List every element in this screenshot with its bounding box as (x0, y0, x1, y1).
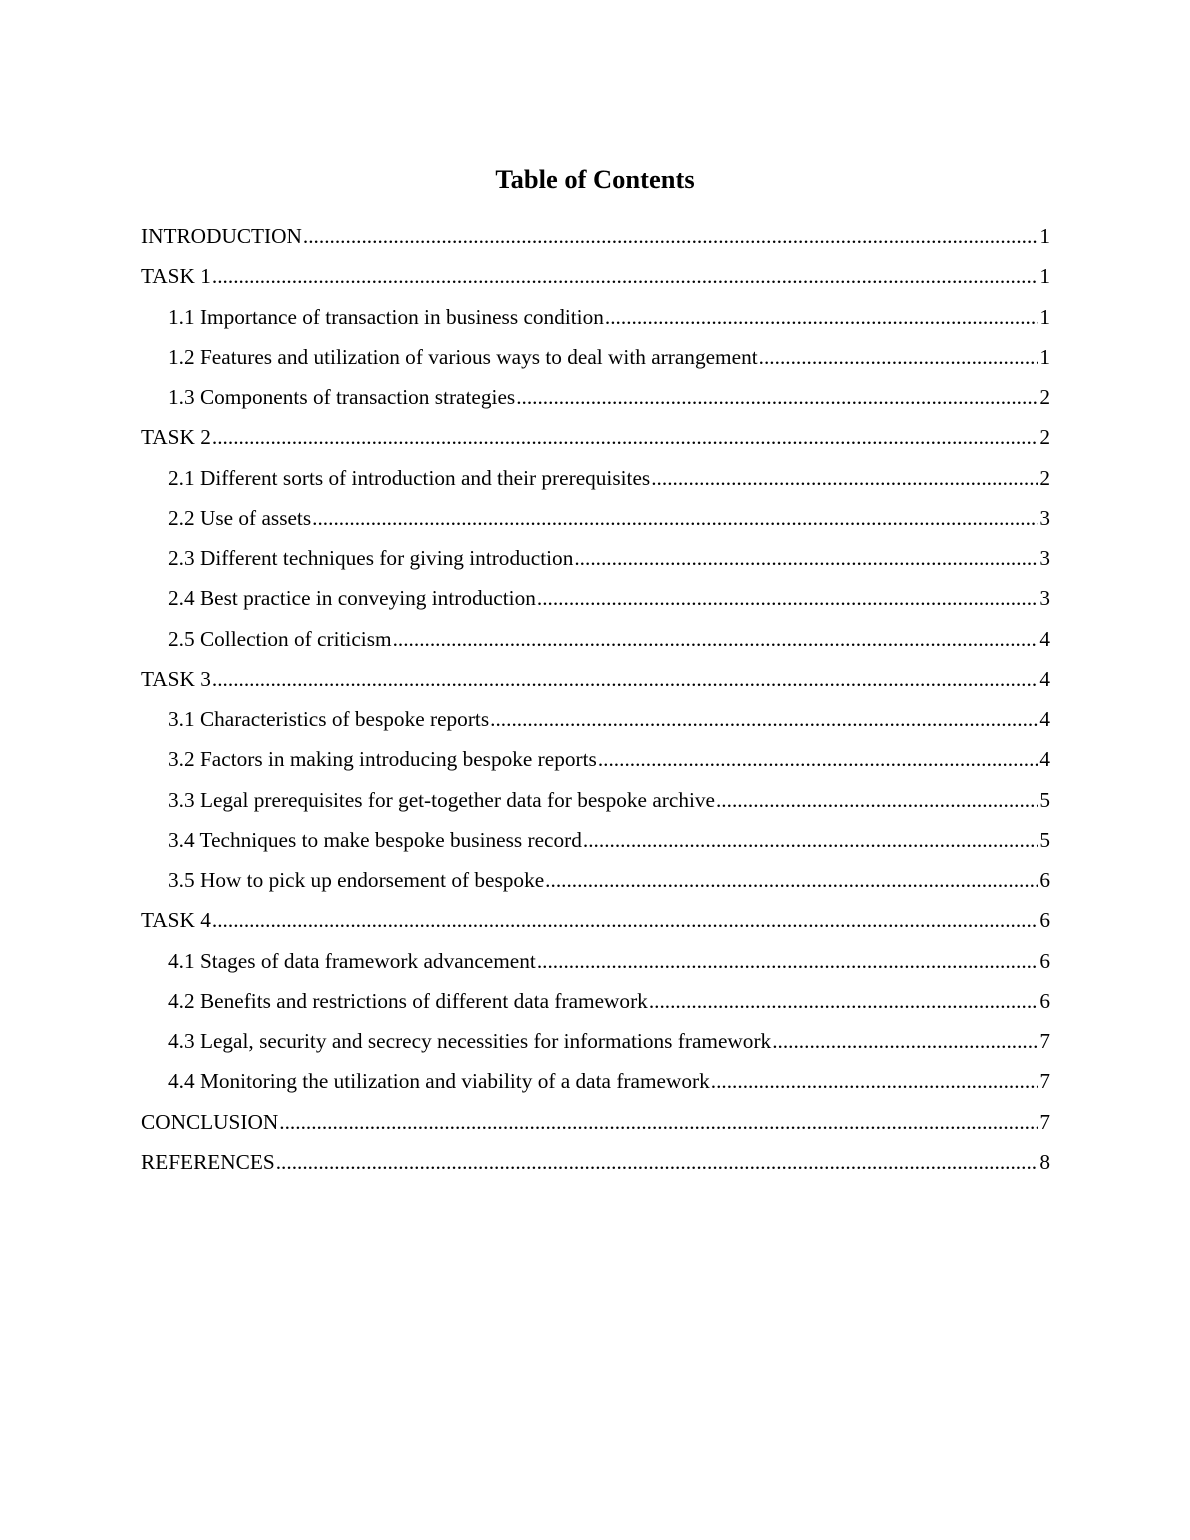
toc-entry-page: 6 (1039, 988, 1050, 1013)
toc-entry-text: 3.4 Techniques to make bespoke business record (168, 827, 582, 852)
toc-entry-page: 7 (1039, 1029, 1050, 1053)
toc-entry-page: 7 (1039, 1069, 1050, 1094)
dot-leader (303, 217, 1038, 255)
toc-entry-text: REFERENCES (141, 1149, 275, 1174)
dot-leader (711, 1062, 1039, 1100)
toc-entry-page: 3 (1039, 546, 1050, 570)
toc-subentry[interactable] (141, 539, 1050, 579)
toc-entry-text: 4.4 Monitoring the utilization and viability of a data framework (168, 1069, 710, 1094)
toc-entry-page: 2 (1039, 385, 1050, 409)
toc-entry-text: 3.1 Characteristics of bespoke reports (168, 707, 490, 731)
toc-entry-text: 2.2 Use of assets (168, 505, 312, 530)
dot-leader (649, 982, 1039, 1020)
toc-entry-text: TASK 3 (141, 666, 211, 691)
toc-entry-page: 1 (1039, 224, 1050, 248)
toc-subentry[interactable] (141, 378, 1050, 418)
toc-entry-page: 7 (1039, 1109, 1050, 1134)
toc-entry-text: 2.3 Different techniques for giving introduction (168, 546, 574, 570)
toc-entry[interactable] (141, 901, 1050, 941)
toc-entry-page: 4 (1039, 747, 1050, 772)
dot-leader (605, 298, 1038, 336)
toc-subentry[interactable] (141, 821, 1050, 861)
dot-leader (212, 901, 1038, 939)
toc-entry[interactable] (141, 257, 1050, 297)
dot-leader (537, 579, 1038, 617)
dot-leader (212, 660, 1038, 698)
toc-entry[interactable] (141, 1143, 1050, 1183)
toc-entry-page: 3 (1039, 586, 1050, 611)
toc-subentry[interactable] (141, 1062, 1050, 1102)
dot-leader (276, 1143, 1039, 1181)
dot-leader (393, 620, 1039, 658)
toc-entry-text: TASK 1 (141, 264, 211, 289)
toc-entry-text: 3.5 How to pick up endorsement of bespoke (168, 868, 545, 892)
dot-leader (651, 459, 1038, 497)
toc-entry[interactable] (141, 660, 1050, 700)
toc-subentry[interactable] (141, 620, 1050, 660)
dot-leader (212, 257, 1038, 295)
dot-leader (716, 781, 1038, 819)
toc-entry-page: 4 (1039, 666, 1050, 691)
toc-entry-text: TASK 2 (141, 425, 211, 450)
toc-entry[interactable] (141, 418, 1050, 458)
dot-leader (537, 942, 1039, 980)
toc-entry-page: 4 (1039, 707, 1050, 731)
dot-leader (545, 861, 1038, 899)
toc-entry-page: 4 (1039, 626, 1050, 651)
toc-entry-text: 1.2 Features and utilization of various ways to deal with arrangement (168, 344, 758, 369)
dot-leader (212, 418, 1038, 456)
toc-list (141, 217, 1050, 1183)
toc-entry-page: 5 (1039, 787, 1050, 812)
toc-entry-text: 3.2 Factors in making introducing bespoke reports (168, 747, 597, 772)
toc-entry-page: 2 (1039, 425, 1050, 450)
dot-leader (772, 1022, 1038, 1060)
dot-leader (279, 1103, 1038, 1141)
toc-entry-page: 6 (1039, 868, 1050, 892)
dot-leader (598, 740, 1039, 778)
toc-entry-page: 6 (1039, 908, 1050, 933)
toc-subentry[interactable] (141, 781, 1050, 821)
toc-subentry[interactable] (141, 1022, 1050, 1062)
toc-entry-page: 2 (1039, 465, 1050, 490)
toc-entry-text: INTRODUCTION (141, 224, 302, 248)
toc-entry-text: 4.3 Legal, security and secrecy necessities for informations framework (168, 1029, 772, 1053)
toc-entry-text: 3.3 Legal prerequisites for get-together data for bespoke archive (168, 787, 715, 812)
toc-subentry[interactable] (141, 459, 1050, 499)
toc-entry-page: 1 (1039, 264, 1050, 289)
toc-entry-text: TASK 4 (141, 908, 211, 933)
dot-leader (759, 338, 1039, 376)
toc-subentry[interactable] (141, 982, 1050, 1022)
toc-subentry[interactable] (141, 942, 1050, 982)
toc-subentry[interactable] (141, 499, 1050, 539)
dot-leader (312, 499, 1038, 537)
toc-entry-page: 5 (1039, 827, 1050, 852)
toc-subentry[interactable] (141, 861, 1050, 901)
toc-entry-page: 6 (1039, 948, 1050, 973)
toc-entry-page: 3 (1039, 505, 1050, 530)
toc-entry-text: 2.5 Collection of criticism (168, 626, 392, 651)
dot-leader (490, 700, 1038, 738)
toc-title: Table of Contents (495, 164, 695, 194)
toc-subentry[interactable] (141, 740, 1050, 780)
toc-entry-page: 8 (1039, 1149, 1050, 1174)
toc-entry-text: 2.4 Best practice in conveying introduction (168, 586, 536, 611)
dot-leader (574, 539, 1038, 577)
toc-entry-page: 1 (1039, 344, 1050, 369)
dot-leader (516, 378, 1038, 416)
toc-entry-page: 1 (1039, 304, 1050, 329)
toc-entry-text: 2.1 Different sorts of introduction and their prerequisites (168, 465, 651, 490)
toc-entry-text: CONCLUSION (141, 1109, 279, 1134)
toc-entry-text: 4.2 Benefits and restrictions of different data framework (168, 988, 648, 1013)
toc-entry-text: 1.3 Components of transaction strategies (168, 385, 516, 409)
toc-subentry[interactable] (141, 700, 1050, 740)
toc-subentry[interactable] (141, 298, 1050, 338)
dot-leader (583, 821, 1038, 859)
toc-subentry[interactable] (141, 579, 1050, 619)
toc-entry-text: 1.1 Importance of transaction in business condition (168, 304, 604, 329)
toc-entry[interactable] (141, 1103, 1050, 1143)
toc-entry[interactable] (141, 217, 1050, 257)
toc-subentry[interactable] (141, 338, 1050, 378)
toc-entry-text: 4.1 Stages of data framework advancement (168, 948, 536, 973)
